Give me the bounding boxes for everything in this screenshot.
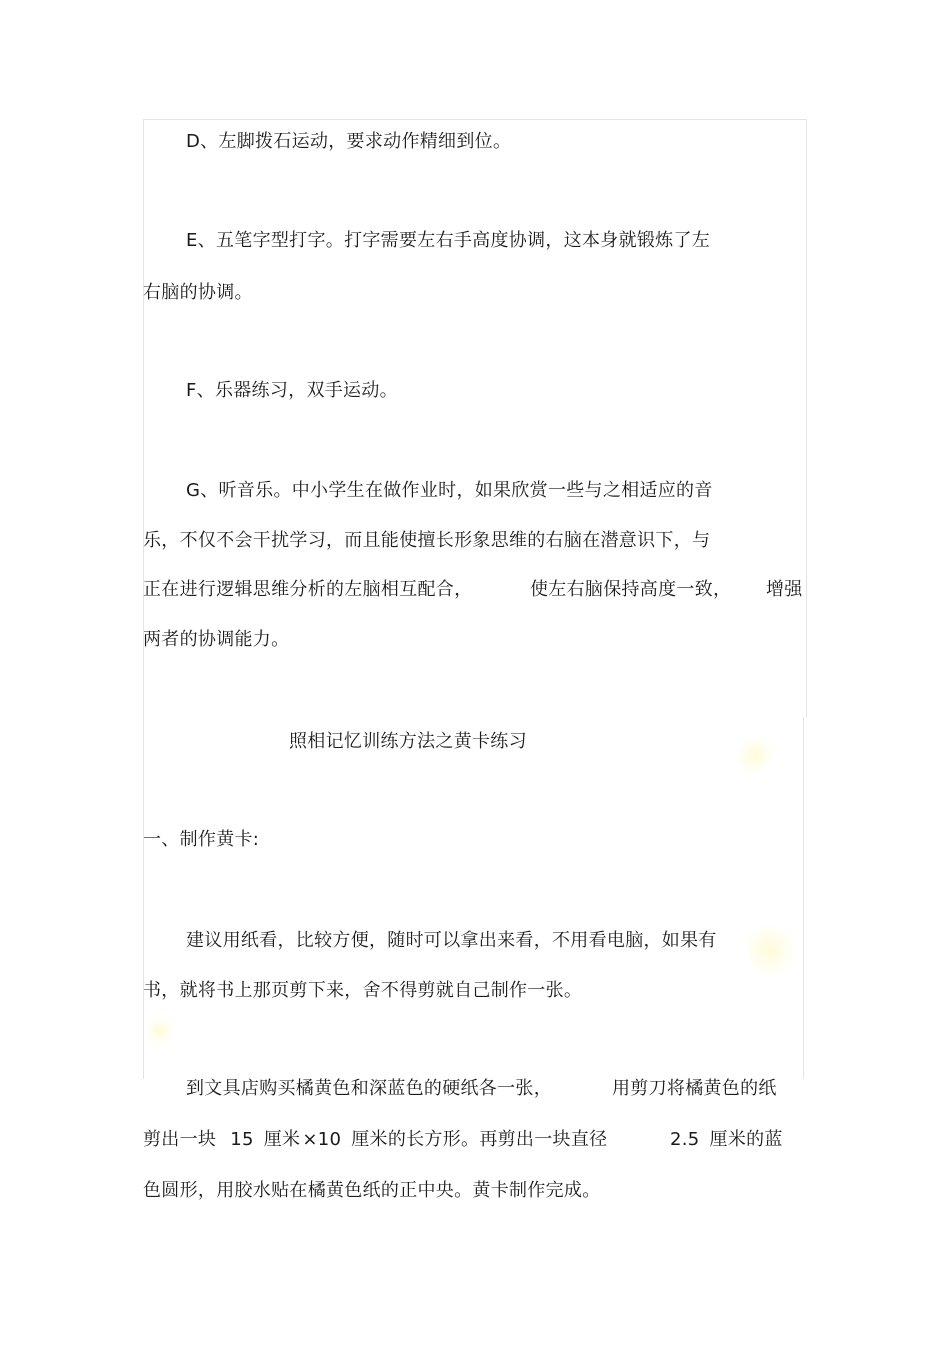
paragraph-1-line1: 建议用纸看，比较方便，随时可以拿出来看，不用看电脑，如果有: [186, 930, 717, 951]
list-item-g-line2: 乐，不仅不会干扰学习，而且能使擅长形象思维的右脑在潜意识下，与: [143, 530, 711, 551]
section-title: 照相记忆训练方法之黄卡练习: [289, 731, 527, 752]
paragraph-2-line2: 剪出一块 15 厘米 ×10 厘米的长方形。再剪出一块直径: [143, 1129, 608, 1150]
list-item-f: F、乐器练习，双手运动。: [186, 380, 398, 401]
list-item-e-line2: 右脑的协调。: [143, 282, 253, 303]
paragraph-2-line1-end: 用剪刀将橘黄色的纸: [612, 1078, 777, 1099]
list-item-g-line1: G、听音乐。中小学生在做作业时，如果欣赏一些与之相适应的音: [186, 480, 713, 501]
list-item-d: D、左脚拨石运动，要求动作精细到位。: [186, 131, 512, 152]
decorative-glow: [745, 920, 795, 980]
list-item-g-line3-end: 增强: [766, 579, 803, 600]
paragraph-2-line3: 色圆形，用胶水贴在橘黄色纸的正中央。黄卡制作完成。: [143, 1180, 601, 1201]
frame-top-line: [143, 119, 807, 120]
list-item-g-line4: 两者的协调能力。: [143, 629, 290, 650]
section-heading-1: 一、制作黄卡:: [143, 829, 260, 850]
paragraph-2-line1: 到文具店购买橘黄色和深蓝色的硬纸各一张，: [186, 1078, 552, 1099]
decorative-glow: [735, 735, 775, 775]
paragraph-2-line2-end: 2.5 厘米的蓝: [670, 1129, 783, 1150]
paragraph-1-line2: 书，就将书上那页剪下来，舍不得剪就自己制作一张。: [143, 980, 583, 1001]
list-item-e-line1: E、五笔字型打字。打字需要左右手高度协调，这本身就锻炼了左: [186, 230, 711, 251]
list-item-g-line3-mid: 使左右脑保持高度一致，: [530, 579, 732, 600]
frame-right-line-lower: [803, 717, 804, 1079]
list-item-g-line3: 正在进行逻辑思维分析的左脑相互配合，: [143, 579, 473, 600]
frame-right-line-upper: [806, 119, 807, 717]
decorative-glow: [145, 1015, 175, 1045]
